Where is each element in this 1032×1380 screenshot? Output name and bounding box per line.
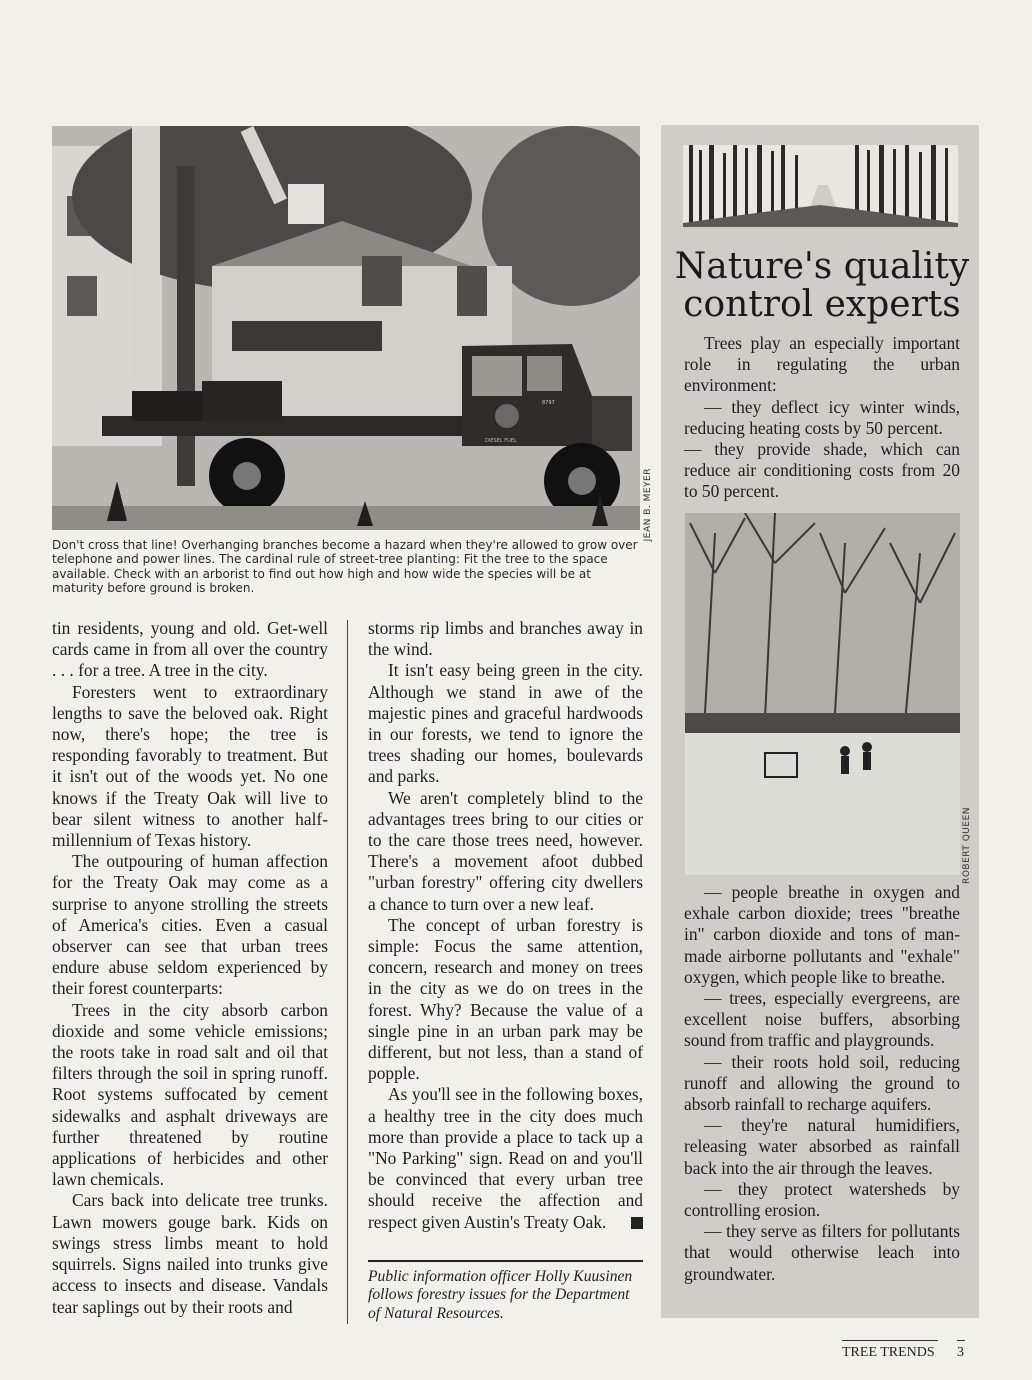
paragraph: Trees in the city absorb carbon dioxide and some vehicle emissions; the roots take in road salt and oil that filters through the soil in spring runoff. Root systems suffocated by cement sidewalks and asphalt driveways are further threatened by routine applications of herbicides and other lawn chemicals. (52, 999, 328, 1190)
end-mark-icon (631, 1217, 643, 1229)
paragraph-text: As you'll see in the following boxes, a healthy tree in the city does much more than provide a place to tack up a "No Parking" sign. Read on and you'll be convinced that every urban tree should receive the affection and respect given Austin's Treaty Oak. (368, 1084, 643, 1232)
sidebar-item: — trees, especially evergreens, are excellent noise buffers, absorbing sound from traffic and playgrounds. (684, 988, 960, 1051)
photo-credit: JEAN B. MEYER (643, 468, 653, 542)
sidebar-intro-text: Trees play an especially important role in regulating the urban environment: (684, 333, 960, 396)
sidebar-title-line: Nature's quality (674, 246, 970, 287)
article-column-middle (368, 618, 643, 1233)
truck-photo (52, 126, 640, 530)
sidebar-item: — their roots hold soil, reducing runoff and allowing the ground to absorb rainfall to recharge aquifers. (684, 1051, 960, 1115)
paragraph-last (368, 1084, 643, 1232)
photo-credit: ROBERT QUEEN (962, 807, 972, 884)
truck-door-text: DIESEL FUEL (485, 438, 517, 444)
paragraph: tin residents, young and old. Get-well cards came in from all over the country . . . for a tree. A tree in the city. (52, 618, 328, 681)
footer-rule (842, 1340, 938, 1341)
author-bio: Public information officer Holly Kuusinen follows forestry issues for the Department of Natural Resources. (368, 1268, 633, 1322)
winter-pond-illustration (685, 513, 960, 875)
footer-publication: TREE TRENDS (842, 1345, 935, 1360)
paragraph: It isn't easy being green in the city. Although we stand in awe of the majestic pines and graceful hardwoods in our forests, we tend to ignore the trees shading our homes, boulevards and parks. (368, 660, 643, 787)
forest-illustration (683, 145, 958, 227)
forest-icon (683, 145, 958, 227)
article-column-left (52, 618, 328, 1318)
sidebar-item: — they're natural humidifiers, releasing water absorbed as rainfall back into the air through the leaves. (684, 1115, 960, 1178)
paragraph: The concept of urban forestry is simple: Focus the same attention, concern, research and money on trees in the city as we do on trees in the forest. Why? Because the value of a single pine in an urban park may be different, but not less, than a stand of popple. (368, 914, 643, 1084)
hockey-photo (685, 513, 960, 875)
page-number-rule (957, 1340, 965, 1341)
sidebar-item: — they deflect icy winter winds, reducing heating costs by 50 percent. (684, 396, 960, 438)
sidebar-item: — people breathe in oxygen and exhale carbon dioxide; trees "breathe in" carbon dioxide and tons of man-made airborne pollutants and "exhale" oxygen, which people like to breathe. (684, 882, 960, 987)
truck-number: 8797 (542, 400, 555, 406)
bio-divider (368, 1260, 643, 1262)
paragraph: Foresters went to extraordinary lengths to save the beloved oak. Right now, there's hope; the tree is responding favorably to treatment. But it isn't out of the woods yet. No one knows if the Treaty Oak will live to bear silent witness to another half-millennium of Texas history. (52, 681, 328, 851)
paragraph: Cars back into delicate tree trunks. Lawn mowers gouge bark. Kids on swings stress limbs meant to hold squirrels. Signs nailed into trunks give access to insects and disease. Vandals tear saplings out by their roots and (52, 1190, 328, 1317)
paragraph: We aren't completely blind to the advantages trees bring to our cities or to the care those trees need, however. There's a movement afoot dubbed "urban forestry" offering city dwellers a chance to turn over a new leaf. (368, 787, 643, 914)
page-number: 3 (957, 1345, 964, 1360)
column-divider (347, 620, 348, 1324)
sidebar-item: — they protect watersheds by controlling erosion. (684, 1178, 960, 1221)
truck-illustration (52, 126, 640, 530)
sidebar-title (672, 248, 972, 324)
photo-caption: Don't cross that line! Overhanging branches become a hazard when they're allowed to grow over telephone and power lines. The cardinal rule of street-tree planting: Fit the tree to the space available. Check with an arborist to find out how high and how wide the species will be at maturity before ground is broken. (52, 538, 638, 596)
sidebar-list (684, 882, 960, 1285)
sidebar-item: — they provide shade, which can reduce air conditioning costs from 20 to 50 percent. (684, 439, 960, 502)
sidebar-title-line: control experts (683, 284, 961, 325)
paragraph: The outpouring of human affection for the Treaty Oak may come as a surprise to anyone strolling the streets of America's cities. Even a casual observer can see that urban trees endure abuse seldom experienced by their forest counterparts: (52, 851, 328, 999)
sidebar-item: — they serve as filters for pollutants that would otherwise leach into groundwater. (684, 1221, 960, 1284)
paragraph: storms rip limbs and branches away in the wind. (368, 618, 643, 660)
sidebar-intro (684, 333, 960, 503)
